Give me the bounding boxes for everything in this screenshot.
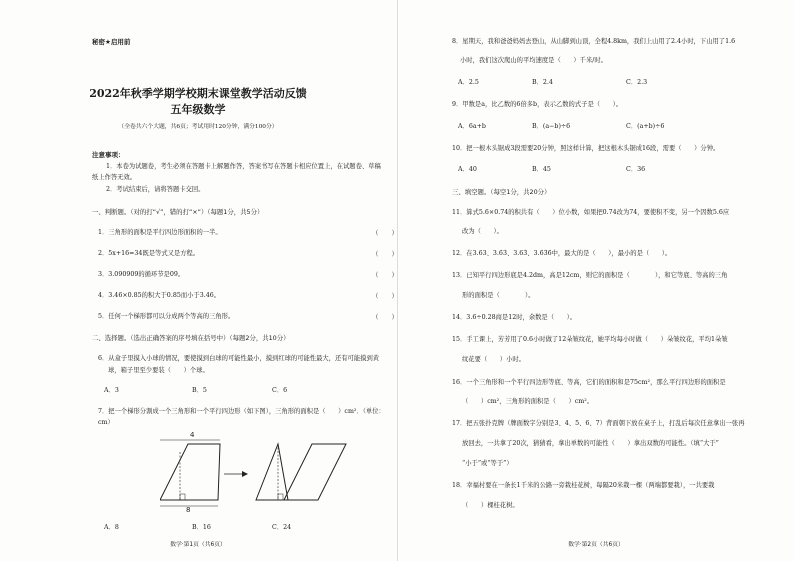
q6-option-c[interactable]: C．6 <box>272 387 288 394</box>
left-page <box>0 0 396 561</box>
trapezoid-figure <box>160 430 348 512</box>
q10-option-a[interactable]: A．40 <box>458 166 477 173</box>
q8-option-a[interactable]: A．2.5 <box>458 79 479 86</box>
judge-blank-3[interactable]: （ ） <box>372 271 398 279</box>
judge-blank-1[interactable]: （ ） <box>372 229 398 237</box>
q10-line-1: 10．把一根木头锯成3段需要20分钟，照这样计算，把这根木头锯成16段，需要（ ）分钟。 <box>452 145 720 152</box>
trapezoid-shape <box>160 444 220 500</box>
q18-line-1: 18．幸福村要在一条长1千米的公路一旁栽桂花树，每隔20米栽一棵（两端都要栽），一共要栽 <box>452 482 715 489</box>
q14-line-1: 14．3.6÷0.28商是12时，余数是（ ）。 <box>452 314 577 321</box>
q6-line-1: 6．从盒子里摸入小球的情况，要使摸到白球的可能性最小，摸到红球的可能性最大，还有可能摸到黄 <box>98 355 380 362</box>
q8-line-2: 小时，我们这次爬山的平均速度是（ ）千米/时。 <box>460 57 607 64</box>
judge-blank-5[interactable]: （ ） <box>372 313 398 321</box>
q8-option-b[interactable]: B．2.4 <box>532 79 553 86</box>
exam-subtitle: 五年级数学 <box>170 103 226 116</box>
exam-scope: （全卷共六个大题，共6页；考试用时120分钟，满分100分） <box>118 124 278 130</box>
q9-option-b[interactable]: B．(a−b)÷6 <box>532 123 571 130</box>
q7-option-b[interactable]: B．16 <box>192 524 211 531</box>
footer-left: 数学·第1页（共6页） <box>170 542 226 548</box>
q11-line-2: 改为（ ）。 <box>462 228 503 235</box>
q6-option-b[interactable]: B．5 <box>192 387 207 394</box>
q6-line-2: 球，箱子里至少要装（ ）个球。 <box>108 367 209 374</box>
judge-item-5: 5．任何一个梯形都可以分成两个等高的三角形。 <box>98 313 235 320</box>
q10-option-c[interactable]: C．36 <box>626 166 646 173</box>
q13-line-2: 形的面积是（ ）。 <box>462 292 535 299</box>
label-top-base: 4 <box>190 431 195 439</box>
judge-blank-4[interactable]: （ ） <box>372 292 398 300</box>
label-bottom-base: 8 <box>186 506 191 512</box>
q7-option-c[interactable]: C．24 <box>272 524 292 531</box>
q9-option-a[interactable]: A．6a+b <box>458 123 486 130</box>
arrow-head-icon <box>242 471 248 477</box>
q9-line-1: 9．甲数是a，比乙数的6倍多b，表示乙数的式子是（ ）。 <box>452 101 623 108</box>
judge-item-4: 4．3.46×0.85的积大于0.85而小于3.46。 <box>98 292 221 299</box>
q7-option-a[interactable]: A．8 <box>104 524 119 531</box>
q7-line-2: cm） <box>98 419 114 426</box>
judge-item-2: 2．5x+16=34既是等式又是方程。 <box>98 250 200 257</box>
q8-line-1: 8．星期天，我和爸爸妈妈去登山，从山脚到山顶，全程4.8km，我们上山用了2.4小时，下山用了1.6 <box>452 38 736 45</box>
notes-heading: 注意事项： <box>92 151 125 159</box>
q7-line-1: 7．把一个梯形分割成一个三角形和一个平行四边形（如下图），三角形的面积是（ ）cm²．（单位： <box>98 408 385 415</box>
right-angle-mark-2 <box>278 494 283 500</box>
q18-line-2: （ ）棵桂花树。 <box>462 502 519 509</box>
exam-title: 2022年秋季学期学校期末课堂教学活动反馈 <box>89 87 307 100</box>
q15-line-1: 15．手工课上，芳芳用了0.6小时做了12朵皱纹花，她平均每小时做（ ）朵皱纹花，平均1朵皱 <box>452 336 728 343</box>
secret-label: 秘密★启用前 <box>92 38 131 46</box>
judge-item-1: 1．三角形的面积是平行四边形面积的一半。 <box>98 229 222 236</box>
parallelogram-shape <box>284 444 346 500</box>
q15-line-2: 纹花要（ ）小时。 <box>462 356 525 363</box>
q10-option-b[interactable]: B．45 <box>532 166 551 173</box>
section3-heading: 三、填空题。（每空1分，共20分） <box>452 188 551 196</box>
footer-right: 数学·第2页（共6页） <box>568 542 624 548</box>
right-angle-mark-1 <box>180 494 185 500</box>
q12-line-1: 12．在3.63、3.6̇3̇、3.63̇、3.6̇3̇6̇中，最大的是（ ），最小的是（ ）。 <box>452 250 672 257</box>
section2-heading: 二、选择题。（选出正确答案的序号填在括号中）（每题2分，共10分） <box>92 334 290 342</box>
q17-line-2: 放回去，一共拿了20次，猜猜看，拿出单数的可能性（ ）拿出双数的可能性。（填“大于” <box>462 440 719 447</box>
q9-option-c[interactable]: C．(a+b)÷6 <box>626 123 665 130</box>
q11-line-1: 11．算式5.6×0.74的积共有（ ）位小数，如果把0.74改为74，要使积不变，另一个因数5.6应 <box>452 209 730 216</box>
judge-item-3: 3．3.090909的循环节是09。 <box>98 271 185 278</box>
notes-line-2: 2．考试结束后，请将答题卡交回。 <box>106 186 205 193</box>
notes-line-1b: 纸上作答无效。 <box>92 174 137 181</box>
trapezoid-diagram <box>160 430 348 512</box>
q8-option-c[interactable]: C．2.3 <box>626 79 648 86</box>
q6-option-a[interactable]: A．3 <box>104 387 119 394</box>
q13-line-1: 13．已知平行四边形底是4.2dm，高是12cm，则它的面积是（ ），和它等底、等高的三角 <box>452 272 728 279</box>
q16-line-1: 16．一个三角形和一个平行四边形等底、等高，它们的面积和是75cm²，那么平行四边形的面积是 <box>452 379 726 386</box>
q17-line-3: “小于”或“等于”） <box>462 460 513 467</box>
q17-line-1: 17．把五张扑克牌（牌面数字分别是3、4、5、6、7）背面朝下放在桌子上，打乱后每次任意拿出一张再 <box>452 420 745 427</box>
notes-line-1a: 1．本卷为试题卷，考生必须在答题卡上解题作答，答案书写在答题卡相应位置上，在试题卷、草稿 <box>106 163 381 170</box>
judge-blank-2[interactable]: （ ） <box>372 250 398 258</box>
q16-line-2: （ ）cm²，三角形的面积是（ ）cm²。 <box>462 398 594 405</box>
right-page <box>398 0 794 561</box>
triangle-shape <box>256 444 288 500</box>
section1-heading: 一、判断题。（对的打“√”，错的打“×”）（每题1分，共5分） <box>92 208 264 216</box>
